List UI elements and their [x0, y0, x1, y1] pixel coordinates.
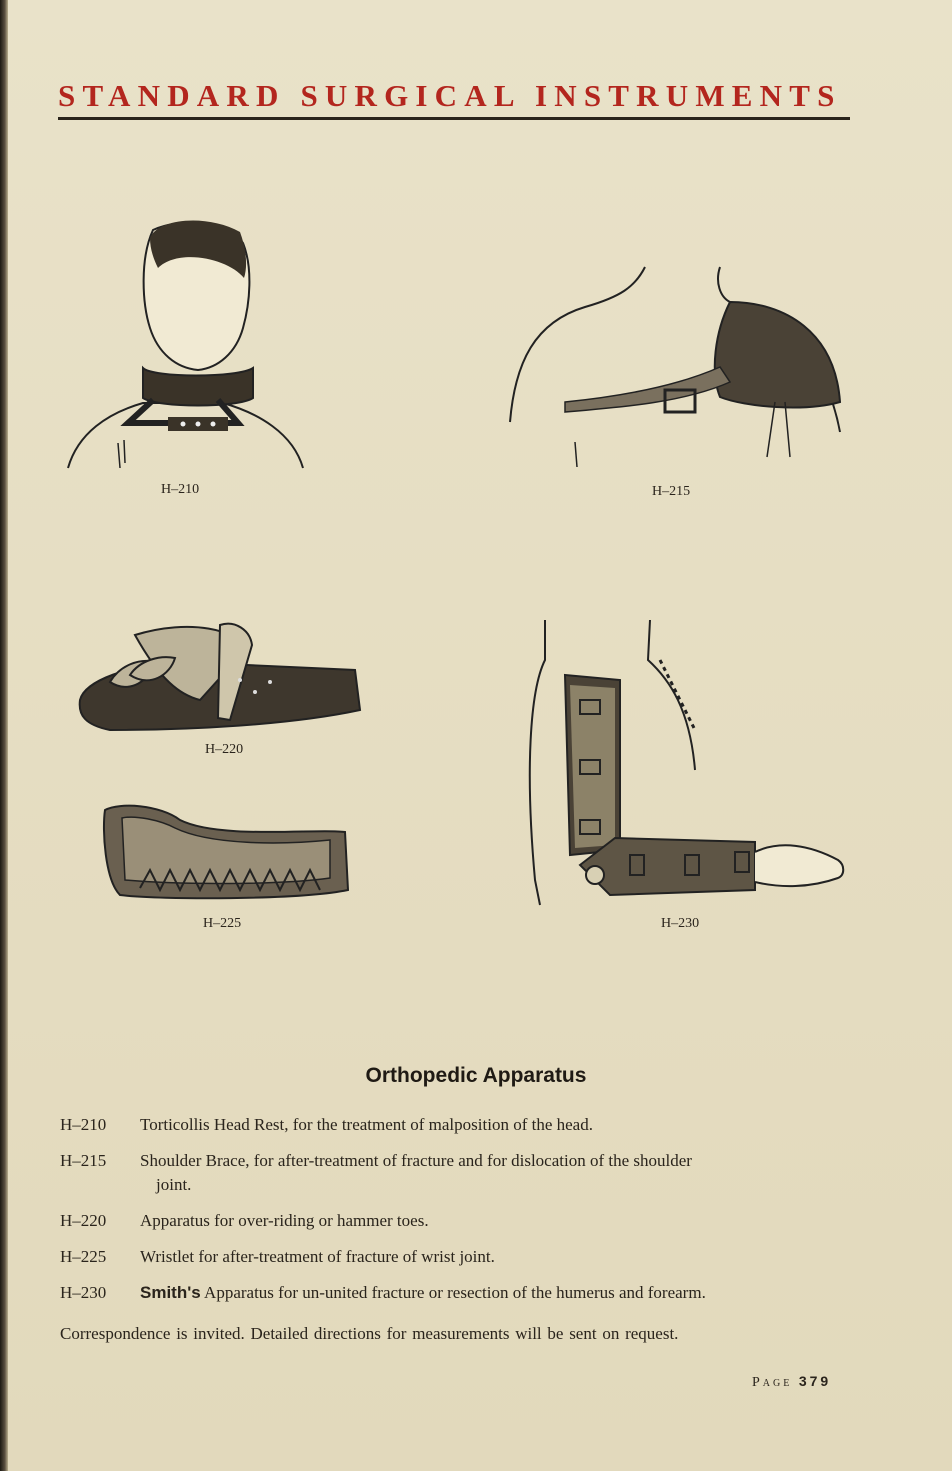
- list-item: [60, 1209, 860, 1233]
- item-code: H–230: [60, 1283, 107, 1302]
- item-description: [140, 1113, 860, 1137]
- arm-apparatus-illustration: [520, 620, 850, 910]
- item-list: [60, 1113, 860, 1317]
- figure-label-h225: H–225: [203, 916, 242, 931]
- page-label: Page: [752, 1375, 793, 1390]
- list-item: [60, 1281, 860, 1305]
- neck-collar-illustration: [58, 218, 310, 473]
- item-text: Torticollis Head Rest, for the treatment of malposition of the head.: [140, 1115, 593, 1134]
- figure-label-h220: H–220: [205, 742, 244, 757]
- wristlet-illustration: [100, 800, 352, 910]
- item-code: H–225: [60, 1247, 107, 1266]
- list-item: [60, 1113, 860, 1137]
- figure-label-h230: H–230: [661, 916, 700, 931]
- item-code: H–215: [60, 1151, 107, 1170]
- shoulder-brace-illustration: [505, 262, 850, 472]
- item-description: [140, 1281, 860, 1305]
- item-code: H–220: [60, 1211, 107, 1230]
- item-text: Wristlet for after-treatment of fracture of wrist joint.: [140, 1247, 495, 1266]
- book-spine-edge: [0, 0, 8, 1471]
- figure-label-h215: H–215: [652, 484, 691, 499]
- item-description: [140, 1245, 860, 1269]
- toe-apparatus-illustration: [70, 620, 365, 735]
- correspondence-note: Correspondence is invited. Detailed directions for measurements will be sent on request.: [60, 1324, 679, 1343]
- page-number-value: 379: [798, 1373, 832, 1389]
- item-text: Apparatus for over-riding or hammer toes.: [140, 1211, 429, 1230]
- item-code: H–210: [60, 1115, 107, 1134]
- item-description: [140, 1209, 860, 1233]
- item-prefix: Smith's: [140, 1283, 201, 1302]
- page-header-title: STANDARD SURGICAL INSTRUMENTS: [58, 78, 842, 113]
- list-item: [60, 1149, 860, 1197]
- list-item: [60, 1245, 860, 1269]
- page-number: [752, 1373, 831, 1391]
- figure-label-h210: H–210: [161, 482, 200, 497]
- item-text: Apparatus for un-united fracture or resection of the humerus and forearm.: [200, 1283, 706, 1302]
- header-rule: [58, 117, 850, 120]
- section-title: Orthopedic Apparatus: [365, 1064, 587, 1087]
- item-text: Shoulder Brace, for after-treatment of fracture and for dislocation of the shoulder: [140, 1151, 692, 1170]
- item-description: [140, 1149, 860, 1197]
- item-continuation: joint.: [156, 1175, 192, 1194]
